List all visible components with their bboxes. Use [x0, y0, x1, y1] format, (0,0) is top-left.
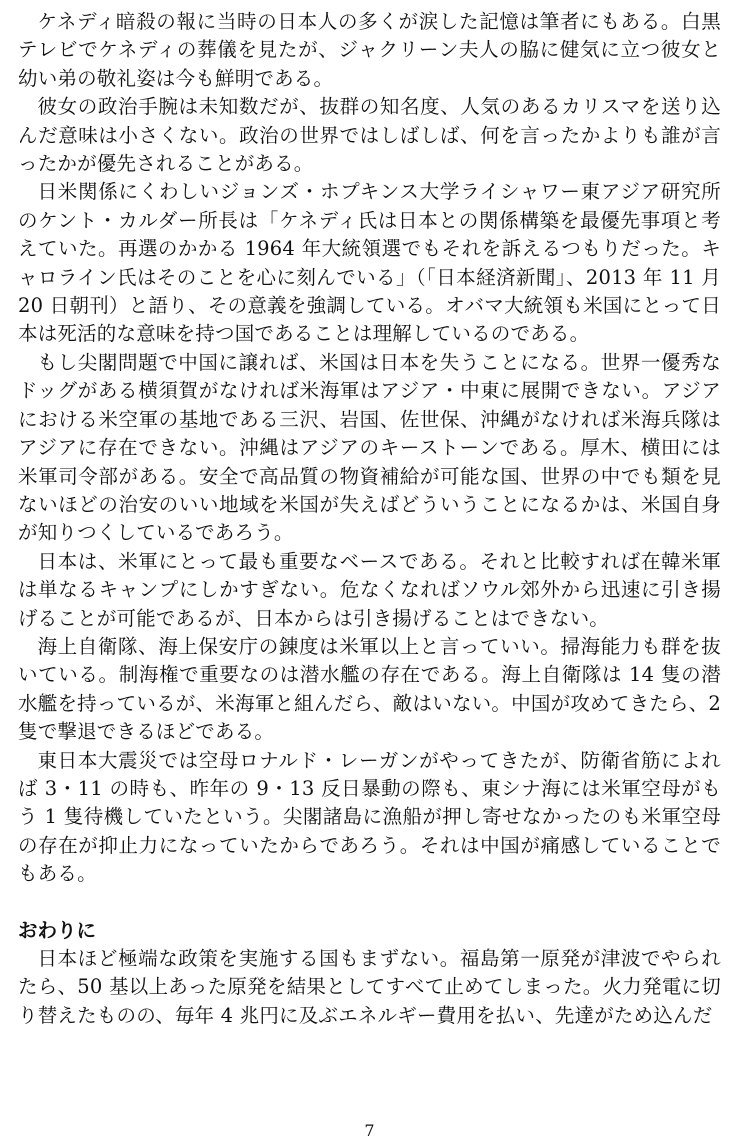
page-number: 7	[364, 1121, 375, 1140]
paragraph-conclusion: 日本ほど極端な政策を実施する国もまずない。福島第一原発が津波でやられたら、50 基以上あった原発を結果としてすべて止めてしまった。火力発電に切り替えたものの、毎年 4 兆円に及ぶエネルギー費用を払い、先達がため込んだ	[18, 947, 721, 1027]
paragraph-senkaku-issue: もし尖閣問題で中国に譲れば、米国は日本を失うことになる。世界一優秀なドッグがある横須賀がなければ米海軍はアジア・中東に展開できない。アジアにおける米空軍の基地である三沢、岩国、佐世保、沖縄がなければ米海兵隊はアジアに存在できない。沖縄はアジアのキーストーンである。厚木、横田には米軍司令部がある。安全で高品質の物資補給が可能な国、世界の中でも類を見ないほどの治安のいい地域を米国が失えばどういうことになるかは、米国自身が知りつくしているであろう。	[18, 350, 721, 545]
paragraph-msdf-capability: 海上自衛隊、海上保安庁の錬度は米軍以上と言っていい。掃海能力も群を抜いている。制海権で重要なのは潜水艦の存在である。海上自衛隊は 14 隻の潜水艦を持っているが、米海軍と組んだら、敵はいない。中国が攻めてきたら、2 隻で撃退できるほどである。	[18, 634, 721, 744]
paragraph-kennedy-memory: ケネディ暗殺の報に当時の日本人の多くが涙した記憶は筆者にもある。白黒テレビでケネディの葬儀を見たが、ジャクリーン夫人の脇に健気に立つ彼女と幼い弟の敬礼姿は今も鮮明である。	[18, 10, 721, 90]
paragraph-calder-quote: 日米関係にくわしいジョンズ・ホプキンス大学ライシャワー東アジア研究所のケント・カルダー所長は「ケネディ氏は日本との関係構築を最優先事項と考えていた。再選のかかる 1964 年大統領選でもそれを訴えるつもりだった。キャロライン氏はそのことを心に刻んでいる」（「日本経済新聞」、2013 年 11 月 20 日朝刊）と語り、その意義を強調している。オバマ大統領も米国にとって日本は死活的な意味を持つ国であることは理解しているのである。	[18, 180, 721, 346]
section-heading: おわりに	[18, 918, 97, 942]
paragraph-carrier-deterrence: 東日本大震災では空母ロナルド・レーガンがやってきたが、防衛省筋によれば 3・11 の時も、昨年の 9・13 反日暴動の際も、東シナ海には米軍空母がもう 1 隻待機していたという。尖閣諸島に漁船が押し寄せなかったのも米軍空母の存在が抑止力になっていたからであろう。それは中国が痛感していることでもある。	[18, 748, 721, 886]
paragraph-political-skill: 彼女の政治手腕は未知数だが、抜群の知名度、人気のあるカリスマを送り込んだ意味は小さくない。政治の世界ではしばしば、何を言ったかよりも誰が言ったかが優先されることがある。	[18, 95, 721, 176]
paragraph-japan-base: 日本は、米軍にとって最も重要なベースである。それと比較すれば在韓米軍は単なるキャンプにしかすぎない。危なくなればソウル郊外から迅速に引き揚げることが可能であるが、日本からは引き揚げることはできない。	[18, 549, 721, 630]
document-body	[18, 8, 721, 1030]
